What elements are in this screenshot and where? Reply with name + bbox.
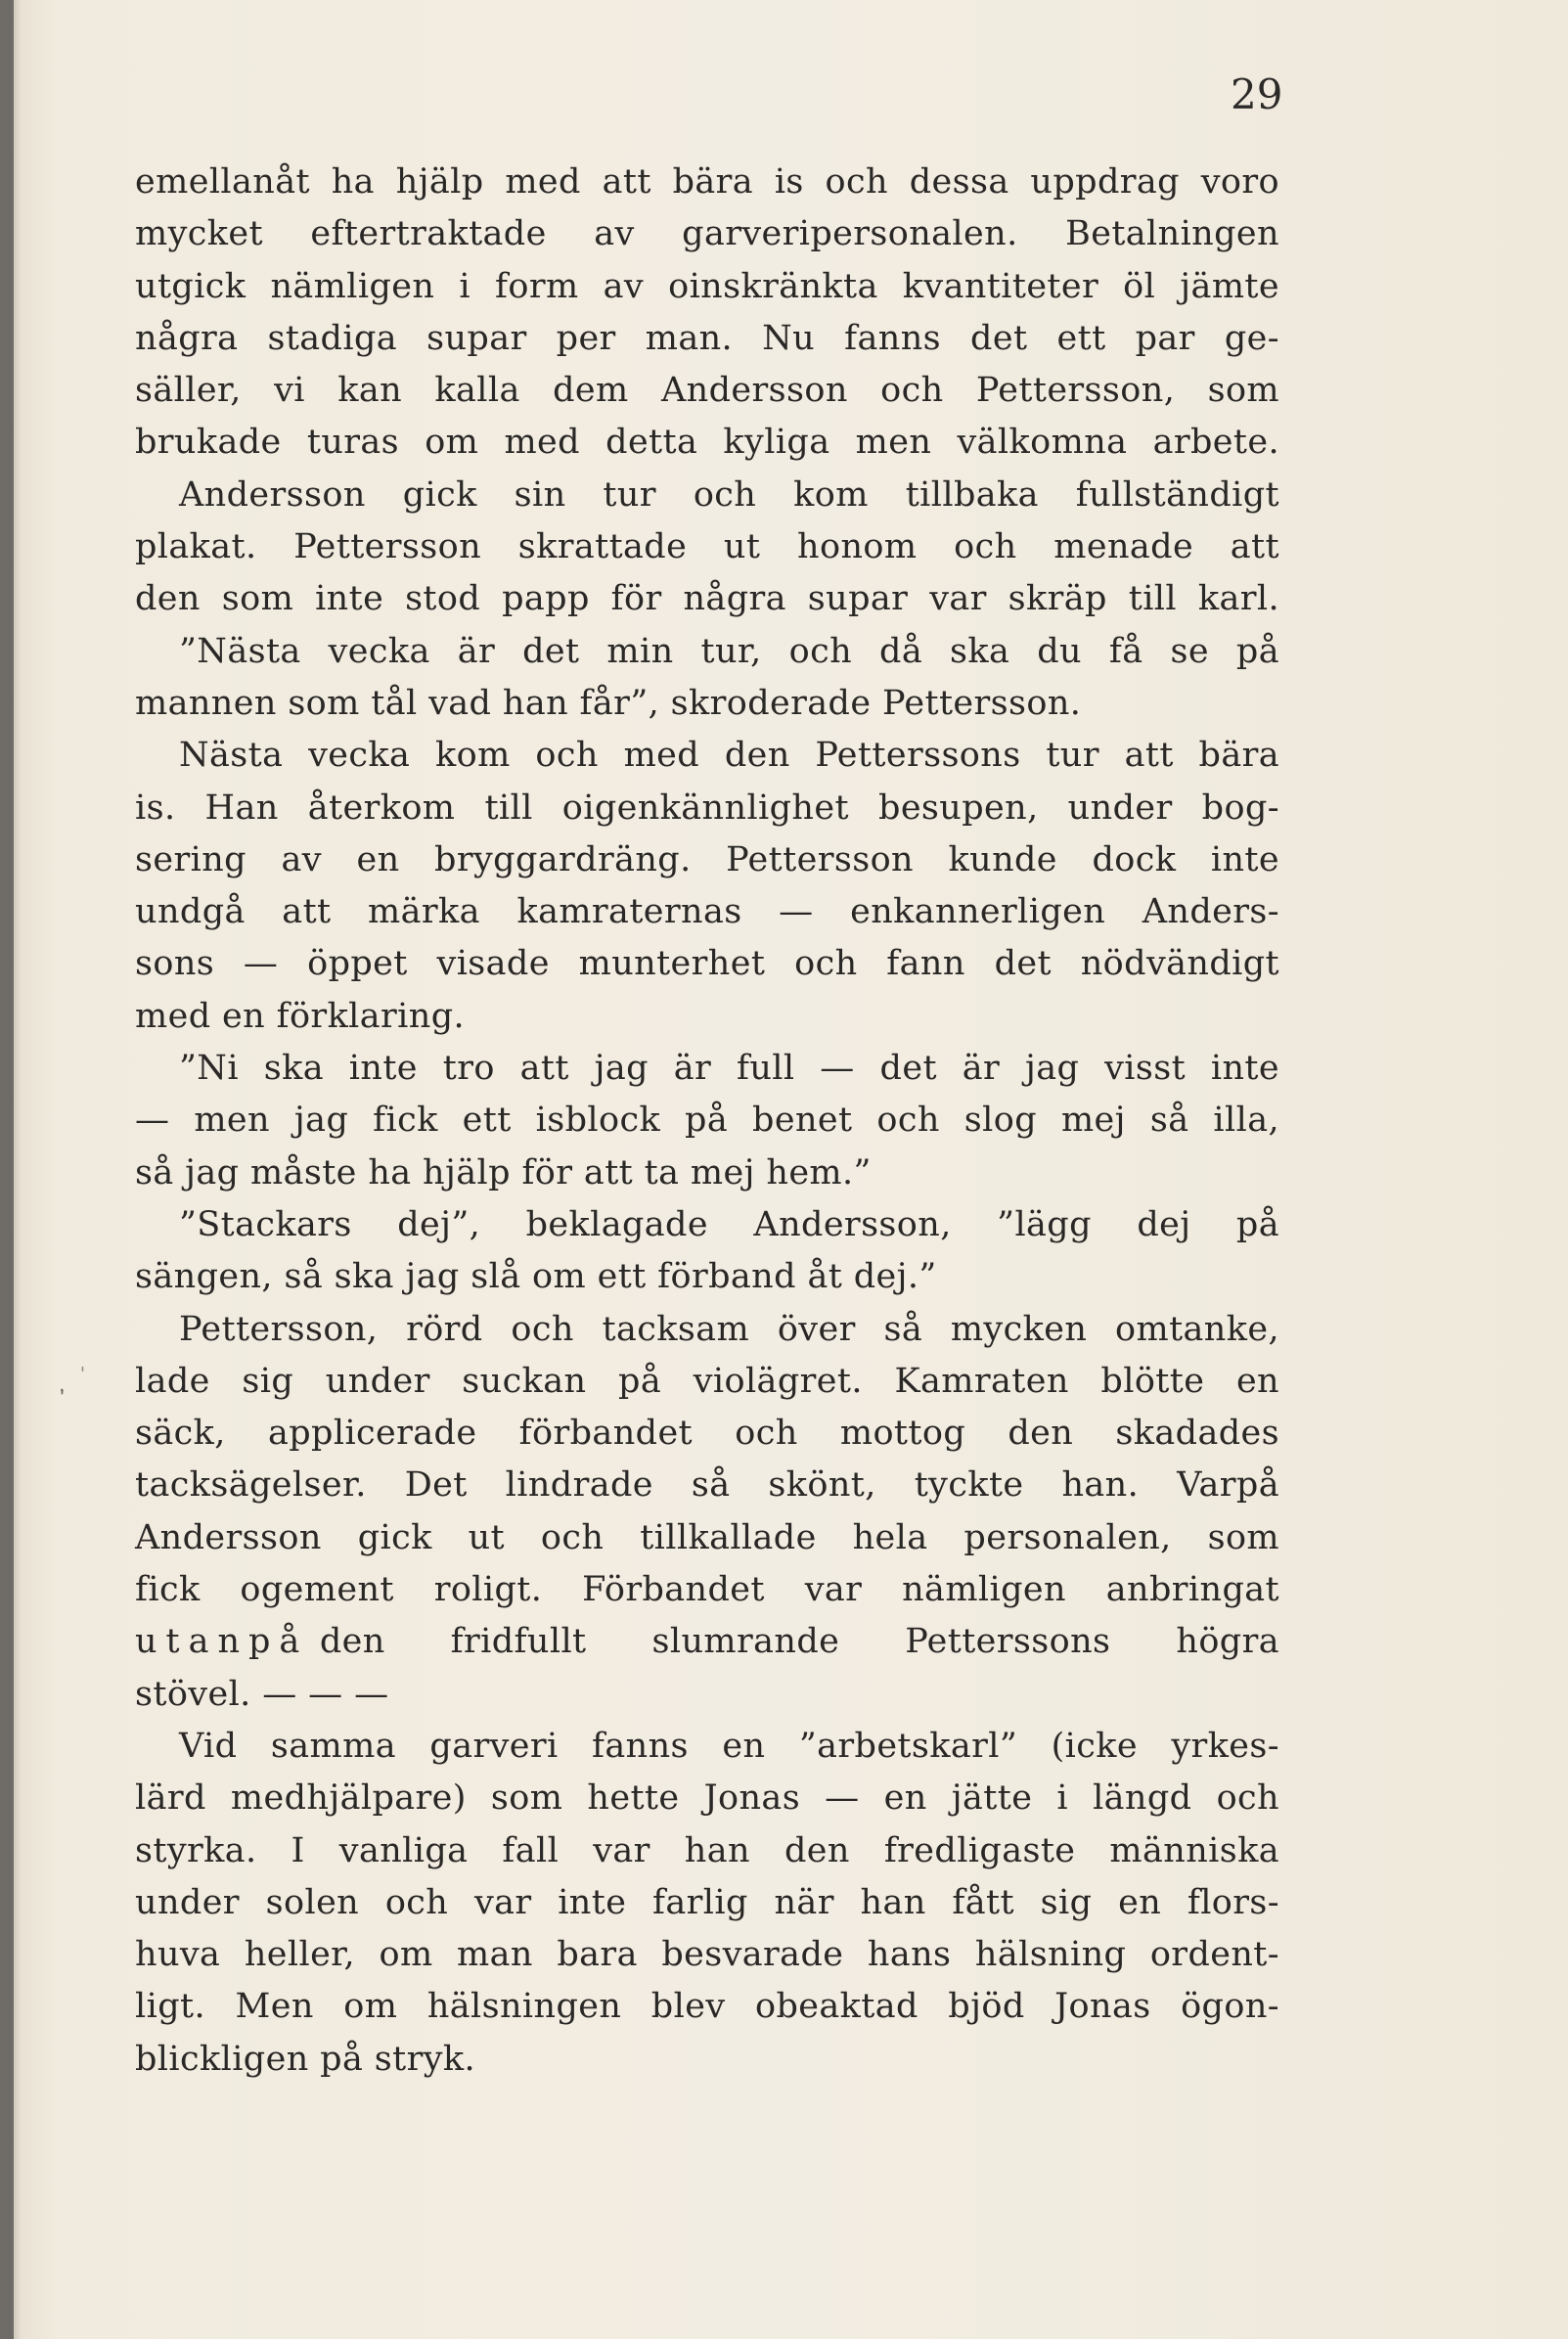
text-line: den som inte stod papp för några supar var skräp till karl. xyxy=(135,579,1279,619)
text-line: ”Stackars dej”, beklagade Andersson, ”lägg dej på xyxy=(179,1204,1279,1244)
text-line: fick ogement roligt. Förbandet var nämligen anbringat xyxy=(135,1570,1279,1610)
text-line: några stadiga supar per man. Nu fanns det ett par ge- xyxy=(135,318,1279,358)
text-line: sängen, så ska jag slå om ett förband åt dej.” xyxy=(135,1257,937,1297)
text-line: Vid samma garveri fanns en ”arbetskarl” (icke yrkes- xyxy=(179,1726,1279,1766)
text-line: plakat. Pettersson skrattade ut honom och menade att xyxy=(135,527,1279,567)
text-line: is. Han återkom till oigenkännlighet besupen, under bog- xyxy=(135,787,1279,828)
text-line: så jag måste ha hjälp för att ta mej hem.” xyxy=(135,1152,872,1192)
text-line: Nästa vecka kom och med den Petterssons tur att bära xyxy=(179,736,1279,776)
text-line: Pettersson, rörd och tacksam över så mycken omtanke, xyxy=(179,1309,1279,1349)
text-line: ligt. Men om hälsningen blev obeaktad bjöd Jonas ögon- xyxy=(135,1987,1279,2027)
binding-gutter xyxy=(0,0,14,2339)
text-line: mannen som tål vad han får”, skroderade Pettersson. xyxy=(135,683,1082,723)
margin-mark: ' xyxy=(80,1364,85,1384)
text-line xyxy=(135,1616,1279,1668)
text-line: sons — öppet visade munterhet och fann det nödvändigt xyxy=(135,944,1279,984)
spaced-word: utanpå xyxy=(135,1622,309,1662)
text-line: emellanåt ha hjälp med att bära is och dessa uppdrag voro xyxy=(135,162,1279,202)
text-line: tacksägelser. Det lindrade så skönt, tyckte han. Varpå xyxy=(135,1465,1279,1506)
text-line: med en förklaring. xyxy=(135,996,466,1036)
text-line: huva heller, om man bara besvarade hans hälsning ordent- xyxy=(135,1935,1279,1975)
text-line: Andersson gick ut och tillkallade hela personalen, som xyxy=(135,1517,1279,1557)
text-line: ”Nästa vecka är det min tur, och då ska du få se på xyxy=(179,631,1279,671)
text-line-rest: den fridfullt slumrande Petterssons högra xyxy=(319,1622,1279,1662)
text-line: brukade turas om med detta kyliga men välkomna arbete. xyxy=(135,423,1279,463)
text-line: — men jag fick ett isblock på benet och slog mej så illa, xyxy=(135,1101,1279,1141)
text-line: undgå att märka kamraternas — enkannerligen Anders- xyxy=(135,892,1279,932)
margin-mark: , xyxy=(52,1372,68,1399)
text-line: lärd medhjälpare) som hette Jonas — en jätte i längd och xyxy=(135,1778,1279,1819)
body-text xyxy=(135,157,1279,2086)
text-line: säller, vi kan kalla dem Andersson och Pettersson, som xyxy=(135,371,1279,411)
text-line: utgick nämligen i form av oinskränkta kvantiteter öl jämte xyxy=(135,266,1279,306)
text-line: lade sig under suckan på violägret. Kamraten blötte en xyxy=(135,1361,1279,1401)
text-line: stövel. — — — xyxy=(135,1674,389,1714)
text-line: styrka. I vanliga fall var han den fredligaste människa xyxy=(135,1830,1279,1870)
text-line: under solen och var inte farlig när han fått sig en flors- xyxy=(135,1882,1279,1922)
text-line: sering av en bryggardräng. Pettersson kunde dock inte xyxy=(135,839,1279,879)
text-line: blickligen på stryk. xyxy=(135,2039,476,2079)
text-line: Andersson gick sin tur och kom tillbaka fullständigt xyxy=(179,474,1279,515)
page-number: 29 xyxy=(1231,70,1283,118)
text-line: mycket eftertraktade av garveripersonalen. Betalningen xyxy=(135,214,1279,254)
text-line: säck, applicerade förbandet och mottog den skadades xyxy=(135,1414,1279,1454)
text-line: ”Ni ska inte tro att jag är full — det är jag visst inte xyxy=(179,1049,1279,1089)
